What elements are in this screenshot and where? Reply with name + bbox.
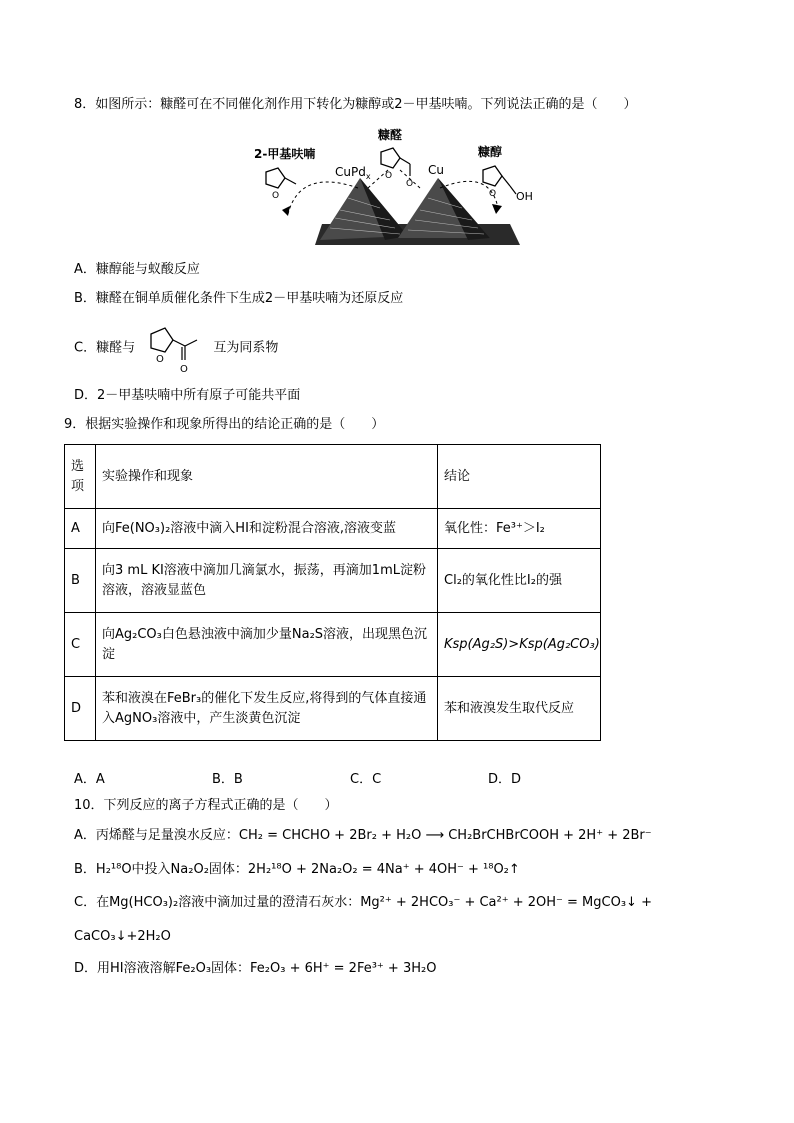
q8-option-a: A．糠醇能与蚁酸反应 <box>74 262 200 277</box>
furfuryl-ring <box>483 166 502 186</box>
svg-text:O: O <box>272 191 280 201</box>
table-row: C 向Ag₂CO₃白色悬浊液中滴加少量Na₂S溶液，出现黑色沉淀 Ksp(Ag₂S)>Ksp(Ag₂CO₃) <box>65 613 601 677</box>
q9-choices: A．A B．B C．C D．D <box>74 772 522 787</box>
methylfuran-ring <box>266 168 285 188</box>
label-furfural: 糠醛 <box>378 128 403 142</box>
label-furfuryl-alcohol: 糠醇 <box>478 145 503 159</box>
table-row: D 苯和液溴在FeBr₃的催化下发生反应,将得到的气体直接通入AgNO₃溶液中，产生淡黄色沉淀 苯和液溴发生取代反应 <box>65 677 601 741</box>
table-row: A 向Fe(NO₃)₂溶液中滴入HI和淀粉混合溶液,溶液变蓝 氧化性：Fe³⁺＞I₂ <box>65 509 601 549</box>
furfural-ring <box>381 148 400 168</box>
q10-option-d: D．用HI溶液溶解Fe₂O₃固体：Fe₂O₃ + 6H⁺ = 2Fe³⁺ + 3H₂O <box>74 961 437 976</box>
svg-text:O: O <box>489 189 497 199</box>
table-header-row <box>65 445 601 509</box>
table-row: B 向3 mL KI溶液中滴加几滴氯水，振荡，再滴加1mL淀粉溶液，溶液显蓝色 Cl₂的氧化性比I₂的强 <box>65 549 601 613</box>
svg-text:O: O <box>180 364 189 374</box>
svg-text:OH: OH <box>516 190 533 203</box>
header-operation: 实验操作和现象 <box>96 445 438 509</box>
q10-option-b: B．H₂¹⁸O中投入Na₂O₂固体：2H₂¹⁸O + 2Na₂O₂ = 4Na⁺ + 4OH⁻ + ¹⁸O₂↑ <box>74 862 520 877</box>
q10-option-c: C．在Mg(HCO₃)₂溶液中滴加过量的澄清石灰水：Mg²⁺ + 2HCO₃⁻ + Ca²⁺ + 2OH⁻ = MgCO₃↓ + <box>74 895 652 910</box>
svg-text:O: O <box>156 354 165 365</box>
q10-stem: 10．下列反应的离子方程式正确的是（ ） <box>74 798 338 813</box>
q8-stem: 8．如图所示：糠醛可在不同催化剂作用下转化为糠醇或2－甲基呋喃。下列说法正确的是（ ） <box>74 97 637 112</box>
q9-table <box>64 444 601 741</box>
acetylfuran-structure <box>139 322 209 374</box>
q8-option-c: C．糠醛与 O O 互为同系物 <box>74 322 278 375</box>
q8-option-b: B．糠醛在铜单质催化条件下生成2－甲基呋喃为还原反应 <box>74 291 404 306</box>
q8-option-d: D．2－甲基呋喃中所有原子可能共平面 <box>74 388 301 403</box>
header-conclusion: 结论 <box>438 445 601 509</box>
q10-option-c-cont: CaCO₃↓+2H₂O <box>74 929 171 944</box>
header-option: 选项 <box>65 445 96 509</box>
label-cu: Cu <box>428 163 444 177</box>
label-cupdx: CuPd$_x$ <box>335 165 371 181</box>
svg-text:O: O <box>385 171 393 181</box>
q9-stem: 9．根据实验操作和现象所得出的结论正确的是（ ） <box>64 417 385 432</box>
q8-reaction-diagram <box>240 128 550 250</box>
svg-text:O: O <box>406 179 414 189</box>
label-methylfuran: 2-甲基呋喃 <box>254 147 316 161</box>
q10-option-a: A．丙烯醛与足量溴水反应：CH₂ = CHCHO + 2Br₂ + H₂O ⟶ CH₂BrCHBrCOOH + 2H⁺ + 2Br⁻ <box>74 828 652 843</box>
